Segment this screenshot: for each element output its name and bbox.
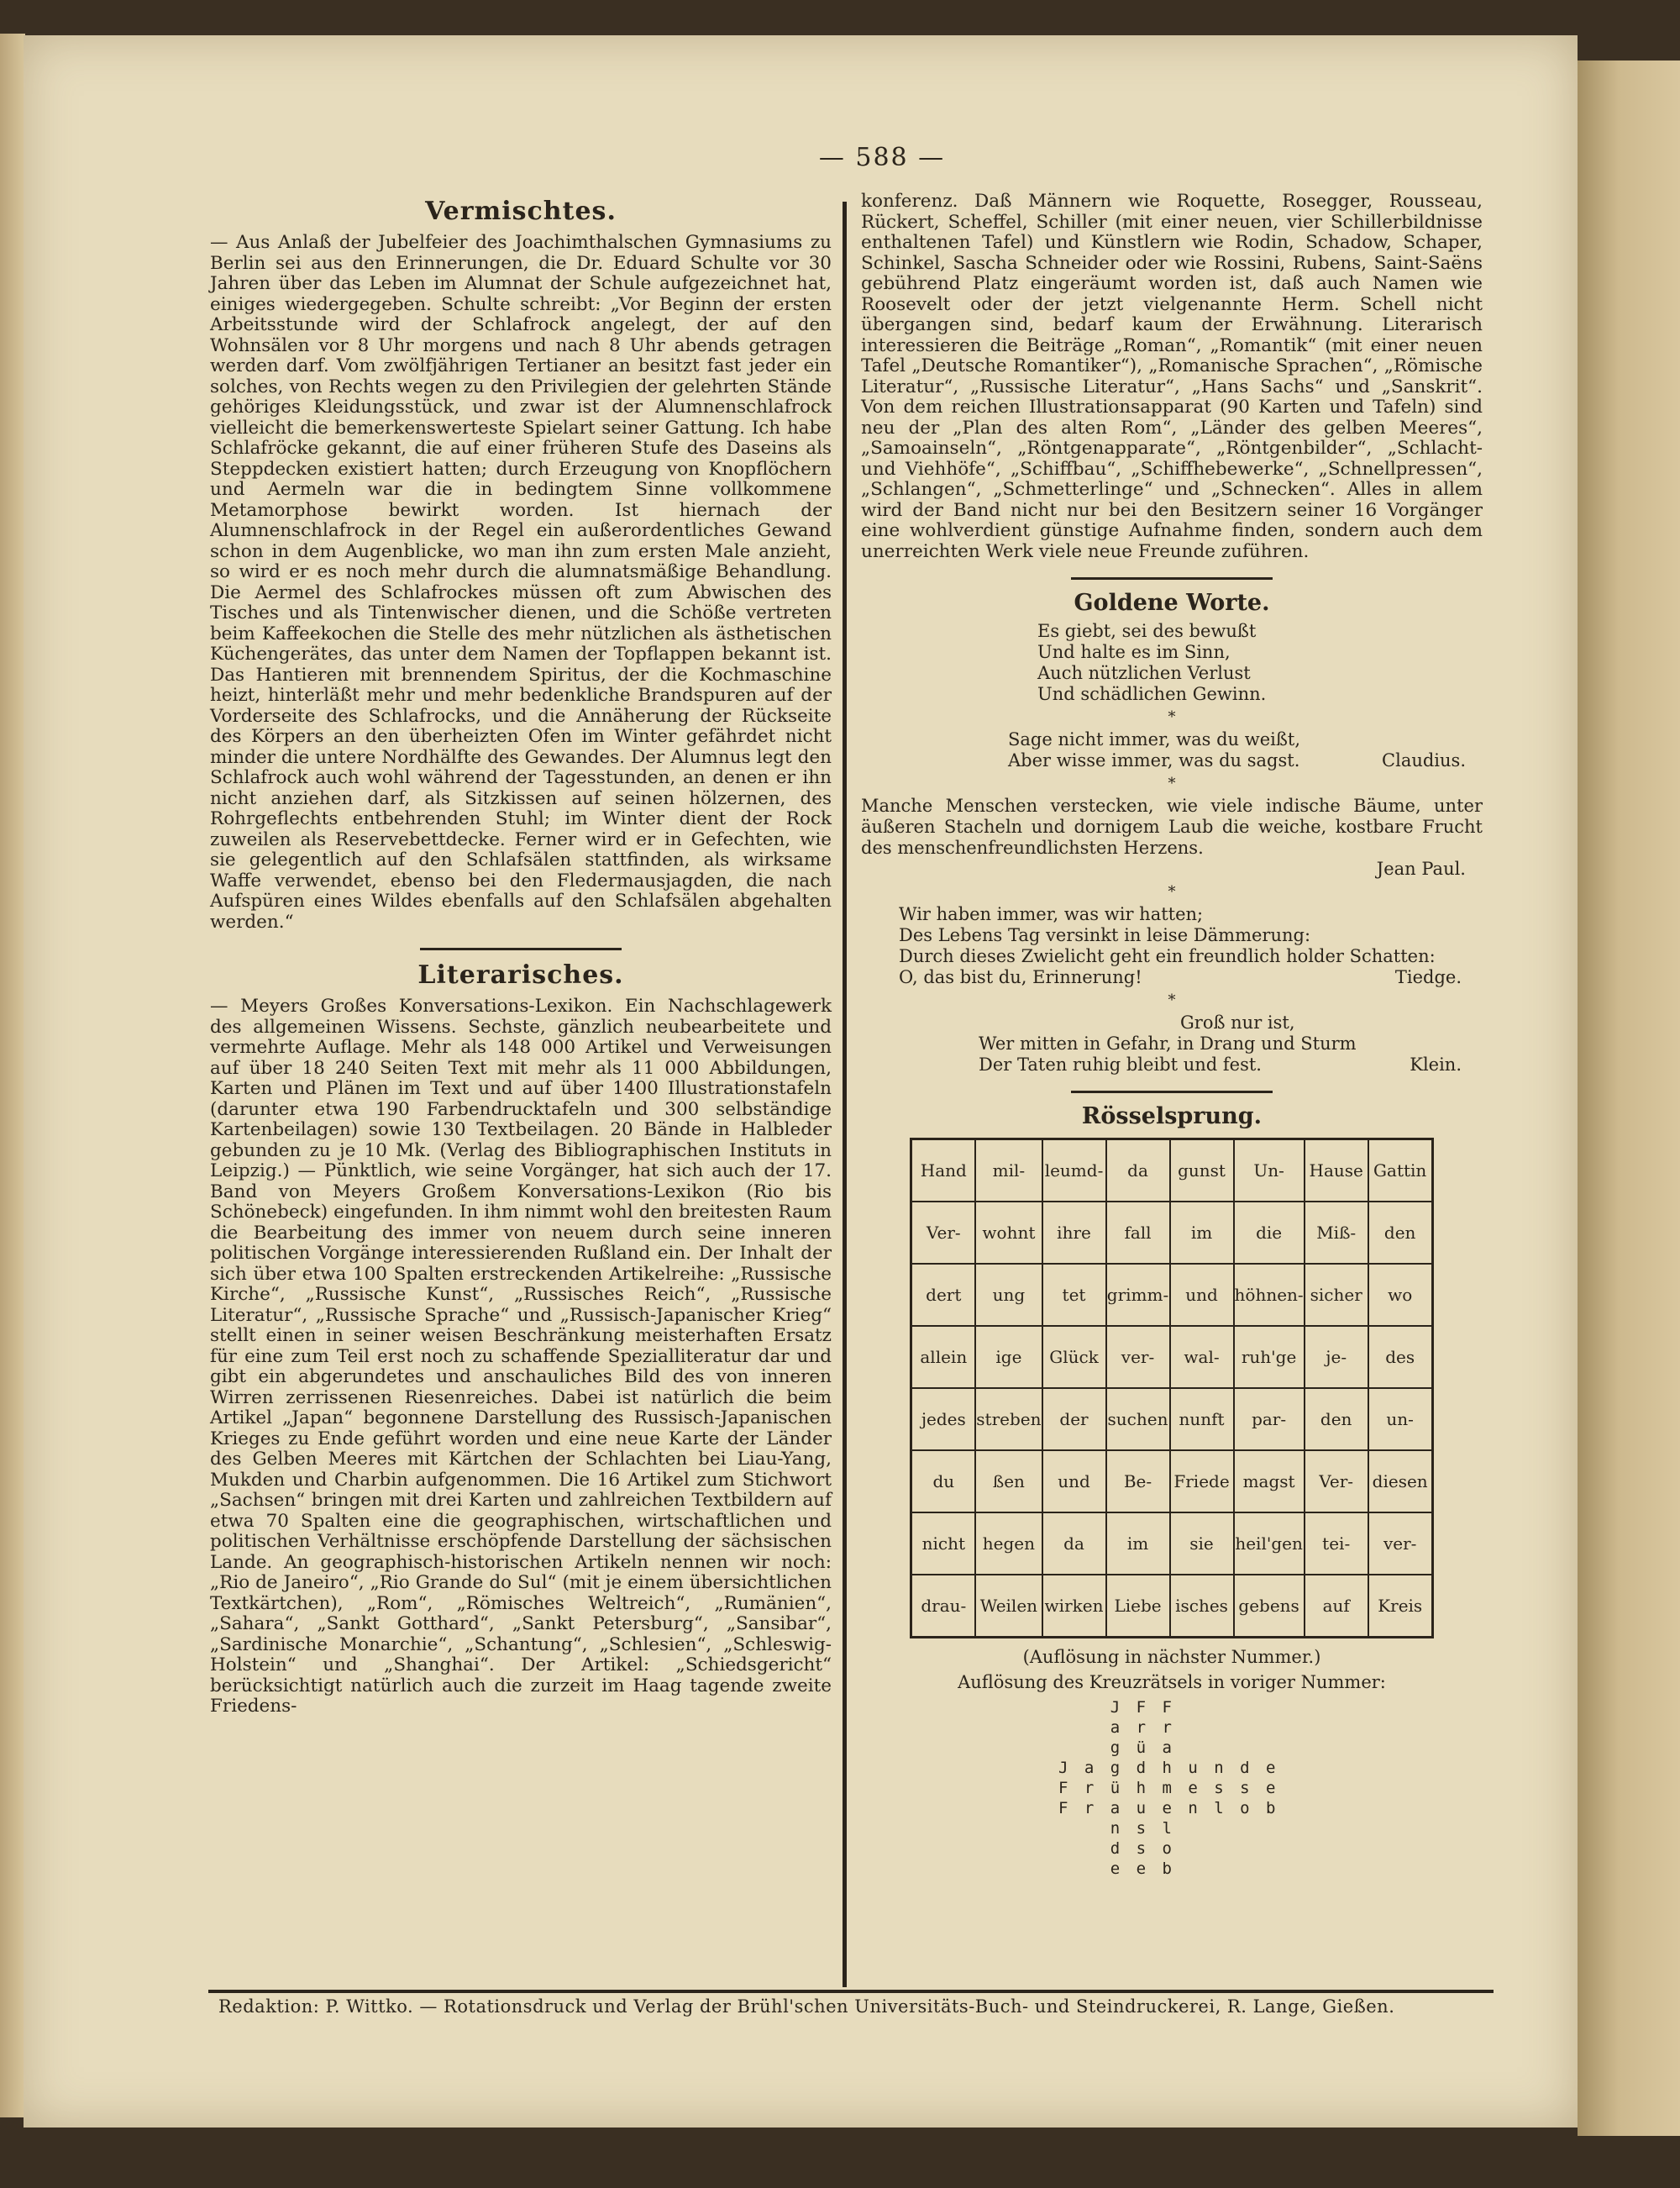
grid-cell: Ver- <box>1305 1450 1368 1512</box>
verse-line: Wer mitten in Gefahr, in Drang und Sturm <box>979 1034 1357 1054</box>
grid-cell: Miß- <box>1305 1202 1368 1264</box>
footer-rule <box>208 1990 1494 1993</box>
grid-cell: gebens <box>1234 1575 1305 1638</box>
grid-cell: je- <box>1305 1326 1368 1388</box>
author-claudius: Claudius. <box>1382 750 1466 771</box>
grid-cell: da <box>1042 1512 1106 1575</box>
grid-cell: diesen <box>1368 1450 1433 1512</box>
grid-cell: auf <box>1305 1575 1368 1638</box>
grid-cell: ver- <box>1368 1512 1433 1575</box>
grid-cell: des <box>1368 1326 1433 1388</box>
grid-cell: wo <box>1368 1264 1433 1326</box>
grid-cell: un- <box>1368 1388 1433 1450</box>
grid-cell: leumd- <box>1042 1139 1106 1202</box>
section-divider <box>420 948 622 950</box>
grid-cell: mil- <box>975 1139 1042 1202</box>
grid-cell: du <box>911 1450 976 1512</box>
grid-row <box>911 1450 1432 1512</box>
grid-cell: tei- <box>1305 1512 1368 1575</box>
grid-cell: Kreis <box>1368 1575 1433 1638</box>
grid-cell: Friede <box>1170 1450 1234 1512</box>
grid-cell: allein <box>911 1326 976 1388</box>
page-number: — 588 — <box>818 143 946 172</box>
grid-cell: ihre <box>1042 1202 1106 1264</box>
grid-row <box>911 1139 1432 1202</box>
verse-line: Sage nicht immer, was du weißt, <box>1008 729 1300 749</box>
article-boarding-school: — Aus Anlaß der Jubelfeier des Joachimthalschen Gymnasiums zu Berlin sei aus den Erinnerungen, die Dr. Eduard Schulte vor 30 Jahren über das Leben im Alumnat der Schule aufgezeichnet hat, einiges wiedergegeben. Schulte schreibt: „Vor Beginn der ersten Arbeitsstunde wird der Schlafrock angelegt, der auf den Wohnsälen vor 8 Uhr morgens und nach 8 Uhr abends getragen werden darf. Vom zwölfjährigen Tertianer an besitzt fast jeder ein solches, von Rechts wegen zu den Privilegien der gelehrten Stände gehöriges Kleidungsstück, und zwar ist der Alumnenschlafrock vielleicht die bemerkenswerteste Spielart seiner Gattung. Ich habe Schlafröcke gekannt, die auf einer früheren Stufe des Daseins als Steppdecken existiert hatten; durch Erzeugung von Knopflöchern und Aermeln war die in bedingtem Sinne vollkommene Metamorphose bewirkt worden. Ist hiernach der Alumnenschlafrock in der Regel ein außerordentliches Gewand schon in dem Augenblicke, wo man ihn zum ersten Male anzieht, so wird er es noch mehr durch die alumnatsmäßige Behandlung. Die Aermel des Schlafrockes müssen oft zum Abwischen des Tisches und als Tintenwischer dienen, und die Schöße vertreten beim Kaffeekochen die Stelle des mehr nützlichen als ästhetischen Küchengerätes, das unter dem Namen der Topflappen bekannt ist. Das Hantieren mit brennendem Spiritus, der die Kochmaschine heizt, hinterläßt mehr und mehr bedenkliche Brandspuren auf der Vorderseite des Schlafrocks, und die Annäherung der Rückseite des Körpers an den überheizten Ofen im Winter gefährdet nicht minder die untere Nordhälfte des Gewandes. Der Alumnus legt den Schlafrock auch wohl während der Tagesstunden, an denen er ihn nicht anziehen darf, als Sitzkissen auf seinen hölzernen, des Rohrgeflechts entbehrenden Stuhl; im Winter dient der Rock zuweilen als Reservebettdecke. Ferner wird er in Gefechten, wie sie gelegentlich auf den Schlafsälen stattfinden, als wirksame Waffe verwendet, ebenso bei den Fledermausjagden, die nach Aufspüren eines Wildes ebenfalls auf den Schlafsälen abgehalten werden.“ <box>210 232 832 933</box>
grid-cell: den <box>1368 1202 1433 1264</box>
verse-2 <box>861 729 1483 771</box>
verse-line: Der Taten ruhig bleibt und fest. <box>979 1055 1262 1075</box>
solution-line: J F F <box>1058 1698 1175 1717</box>
right-column <box>861 192 1483 1879</box>
grid-cell: jedes <box>911 1388 976 1450</box>
author-klein: Klein. <box>1410 1055 1462 1075</box>
author-tiedge: Tiedge. <box>1394 967 1462 987</box>
verse-line: O, das bist du, Erinnerung! <box>899 967 1142 987</box>
solution-line: e e b <box>1058 1859 1175 1878</box>
grid-cell: isches <box>1170 1575 1234 1638</box>
previous-page-edge <box>0 34 25 2117</box>
grid-cell: und <box>1042 1450 1106 1512</box>
grid-cell: Ver- <box>911 1202 976 1264</box>
section-divider <box>1071 577 1273 580</box>
grid-cell: Hause <box>1305 1139 1368 1202</box>
verse-line: Wir haben immer, was wir hatten; <box>899 904 1204 924</box>
solution-line: d s o <box>1058 1839 1175 1858</box>
crossword-solution-title: Auflösung des Kreuzrätsels in voriger Nummer: <box>958 1672 1386 1692</box>
section-heading-puzzle: Rösselsprung. <box>1081 1103 1263 1129</box>
grid-cell: im <box>1170 1202 1234 1264</box>
grid-cell: ruh'ge <box>1234 1326 1305 1388</box>
grid-cell: suchen <box>1106 1388 1170 1450</box>
verse-line: Durch dieses Zwielicht geht ein freundlich holder Schatten: <box>899 946 1436 966</box>
verse-line: Auch nützlichen Verlust <box>1037 663 1251 683</box>
solution-line: F r ü h m e s s e <box>1058 1779 1279 1797</box>
grid-cell: heil'gen <box>1234 1512 1305 1575</box>
grid-cell: Liebe <box>1106 1575 1170 1638</box>
grid-cell: die <box>1234 1202 1305 1264</box>
grid-cell: ver- <box>1106 1326 1170 1388</box>
grid-cell: ßen <box>975 1450 1042 1512</box>
left-column <box>210 192 832 1717</box>
section-heading-golden-words: Goldene Worte. <box>1074 590 1270 616</box>
grid-row <box>911 1264 1432 1326</box>
ornament-star: * <box>1168 991 1176 1009</box>
verse-5 <box>861 1012 1483 1076</box>
grid-cell: Gattin <box>1368 1139 1433 1202</box>
section-heading-miscellaneous: Vermischtes. <box>425 197 617 226</box>
grid-row <box>911 1388 1432 1450</box>
grid-cell: hegen <box>975 1512 1042 1575</box>
grid-cell: magst <box>1234 1450 1305 1512</box>
grid-cell: da <box>1106 1139 1170 1202</box>
grid-cell: ung <box>975 1264 1042 1326</box>
solution-line: a r r <box>1058 1718 1175 1737</box>
grid-cell: sie <box>1170 1512 1234 1575</box>
solution-line: g ü a <box>1058 1738 1175 1757</box>
column-divider <box>843 202 847 1987</box>
grid-cell: Glück <box>1042 1326 1106 1388</box>
grid-cell: tet <box>1042 1264 1106 1326</box>
article-meyers-lexikon-continued: konferenz. Daß Männern wie Roquette, Rosegger, Rousseau, Rückert, Scheffel, Schiller (mit einer neuen, vier Schillerbildnisse enthaltenen Tafel) und Künstlern wie Rodin, Schadow, Schaper, Schinkel, Sascha Schneider oder wie Rossini, Rubens, Saint-Saëns gebührend Platz eingeräumt worden ist, daß auch Namen wie Roosevelt oder der jetzt vielgenannte Herm. Schell nicht übergangen sind, bedarf kaum der Erwähnung. Literarisch interessieren die Beiträge „Roman“, „Romantik“ (mit einer neuen Tafel „Deutsche Romantiker“), „Romanische Sprachen“, „Römische Literatur“, „Russische Literatur“, „Hans Sachs“ und „Sanskrit“. Von dem reichen Illustrationsapparat (90 Karten und Tafeln) sind neu der „Plan des alten Rom“, „Länder des gelben Meeres“, „Samoainseln“, „Röntgenapparate“, „Röntgenbilder“, „Schlacht- und Viehhöfe“, „Schiffbau“, „Schiffhebewerke“, „Schnellpressen“, „Schlangen“, „Schmetterlinge“ und „Schnecken“. Alles in allem wird der Band nicht nur bei den Besitzern seiner 16 Vorgänger eine wohlverdient günstige Aufnahme finden, sondern auch dem unerreichten Werk viele neue Freunde zuführen. <box>861 191 1483 562</box>
grid-row <box>911 1512 1432 1575</box>
article-meyers-lexikon: — Meyers Großes Konversations-Lexikon. Ein Nachschlagewerk des allgemeinen Wissens. Sechste, gänzlich neubearbeitete und vermehrte Auflage. Mehr als 148 000 Artikel und Verweisungen auf über 18 240 Seiten Text mit mehr als 11 000 Abbildungen, Karten und Plänen im Text und auf über 1400 Illustrationstafeln (darunter etwa 190 Farbendrucktafeln und 300 selbständige Kartenbeilagen) sowie 130 Textbeilagen. 20 Bände in Halbleder gebunden zu je 10 Mk. (Verlag des Bibliographischen Instituts in Leipzig.) — Pünktlich, wie seine Vorgänger, hat sich auch der 17. Band von Meyers Großem Konversations-Lexikon (Rio bis Schönebeck) eingefunden. In ihm nimmt wohl den breitesten Raum die Bearbeitung des immer von neuem durch seine inneren politischen Vorgänge interessierenden Rußland ein. Der Inhalt der sich über etwa 100 Spalten erstreckenden Artikelreihe: „Russische Kirche“, „Russische Kunst“, „Russisches Reich“, „Russische Literatur“, „Russische Sprache“ und „Russisch-Japanischer Krieg“ stellt einen in seiner weisen Beschränkung meisterhaften Ersatz für eine zum Teil erst noch zu schaffende Spezialliteratur dar und gibt ein abgerundetes und anschauliches Bild des von inneren Wirren zerrissenen Riesenreiches. Dabei ist natürlich die beim Artikel „Japan“ begonnene Darstellung des Russisch-Japanischen Krieges zu Ende geführt worden und eine neue Karte der Länder des Gelben Meeres mit Kärtchen der Schlachten bei Liau-Yang, Mukden und Charbin aufgenommen. Die 16 Artikel zum Stichwort „Sachsen“ bringen mit drei Karten und zahlreichen Textbildern auf etwa 70 Spalten eine die geographischen, wirtschaftlichen und politischen Verhältnisse erschöpfende Darstellung der sächsischen Lande. An geographisch-historischen Artikeln nennen wir noch: „Rio de Janeiro“, „Rio Grande do Sul“ (mit je einem übersichtlichen Textkärtchen), „Rom“, „Römisches Weltreich“, „Rumänien“, „Sahara“, „Sankt Gotthard“, „Sankt Petersburg“, „Sansibar“, „Sardinische Monarchie“, „Schantung“, „Schlesien“, „Schleswig-Holstein“ und „Shanghai“. Der Artikel: „Schiedsgericht“ berücksichtigt natürlich auch die zurzeit im Haag tagende zweite Friedens- <box>210 996 832 1717</box>
solution-line: F r a u e n l o b <box>1058 1799 1279 1817</box>
knights-tour-grid <box>910 1138 1433 1638</box>
quote-jean-paul <box>861 796 1483 880</box>
grid-cell: den <box>1305 1388 1368 1450</box>
verse-line: Es giebt, sei des bewußt <box>1037 621 1257 641</box>
grid-cell: gunst <box>1170 1139 1234 1202</box>
grid-cell: höhnen- <box>1234 1264 1305 1326</box>
crossword-solution <box>1058 1697 1680 1879</box>
quote-text: Manche Menschen verstecken, wie viele indische Bäume, unter äußeren Stacheln und dornigem Laub die weiche, kostbare Frucht des menschenfreundlichsten Herzens. <box>861 796 1483 858</box>
ornament-star: * <box>1168 708 1176 726</box>
grid-cell: nunft <box>1170 1388 1234 1450</box>
solution-line: J a g d h u n d e <box>1058 1759 1279 1777</box>
grid-row <box>911 1202 1432 1264</box>
grid-cell: streben <box>975 1388 1042 1450</box>
grid-cell: ige <box>975 1326 1042 1388</box>
grid-cell: wal- <box>1170 1326 1234 1388</box>
grid-cell: wirken <box>1042 1575 1106 1638</box>
author-jean-paul: Jean Paul. <box>1376 859 1466 879</box>
verse-1 <box>861 621 1483 705</box>
grid-cell: drau- <box>911 1575 976 1638</box>
grid-row <box>911 1326 1432 1388</box>
grid-cell: grimm- <box>1106 1264 1170 1326</box>
verse-line: Aber wisse immer, was du sagst. <box>1008 750 1300 771</box>
verse-line: Des Lebens Tag versinkt in leise Dämmerung: <box>899 925 1311 945</box>
grid-cell: im <box>1106 1512 1170 1575</box>
section-heading-literary: Literarisches. <box>417 960 624 990</box>
ornament-star: * <box>1168 883 1176 901</box>
imprint-footer: Redaktion: P. Wittko. — Rotationsdruck und Verlag der Brühl'schen Universitäts-Buch- und Steindruckerei, R. Lange, Gießen. <box>218 1996 1395 2017</box>
grid-cell: par- <box>1234 1388 1305 1450</box>
section-divider <box>1071 1091 1273 1093</box>
grid-cell: Be- <box>1106 1450 1170 1512</box>
grid-cell: und <box>1170 1264 1234 1326</box>
verse-4 <box>861 904 1483 988</box>
grid-row <box>911 1575 1432 1638</box>
verse-line: Groß nur ist, <box>1180 1012 1295 1033</box>
grid-cell: fall <box>1106 1202 1170 1264</box>
verse-line: Und schädlichen Gewinn. <box>1037 684 1267 704</box>
solution-line: n s l <box>1058 1819 1175 1838</box>
solution-note: (Auflösung in nächster Nummer.) <box>1022 1647 1321 1667</box>
ornament-star: * <box>1168 775 1176 792</box>
verse-line: Und halte es im Sinn, <box>1037 642 1231 662</box>
grid-cell: Hand <box>911 1139 976 1202</box>
grid-cell: dert <box>911 1264 976 1326</box>
grid-cell: sicher <box>1305 1264 1368 1326</box>
grid-cell: nicht <box>911 1512 976 1575</box>
grid-cell: Un- <box>1234 1139 1305 1202</box>
grid-cell: wohnt <box>975 1202 1042 1264</box>
grid-cell: der <box>1042 1388 1106 1450</box>
grid-cell: Weilen <box>975 1575 1042 1638</box>
